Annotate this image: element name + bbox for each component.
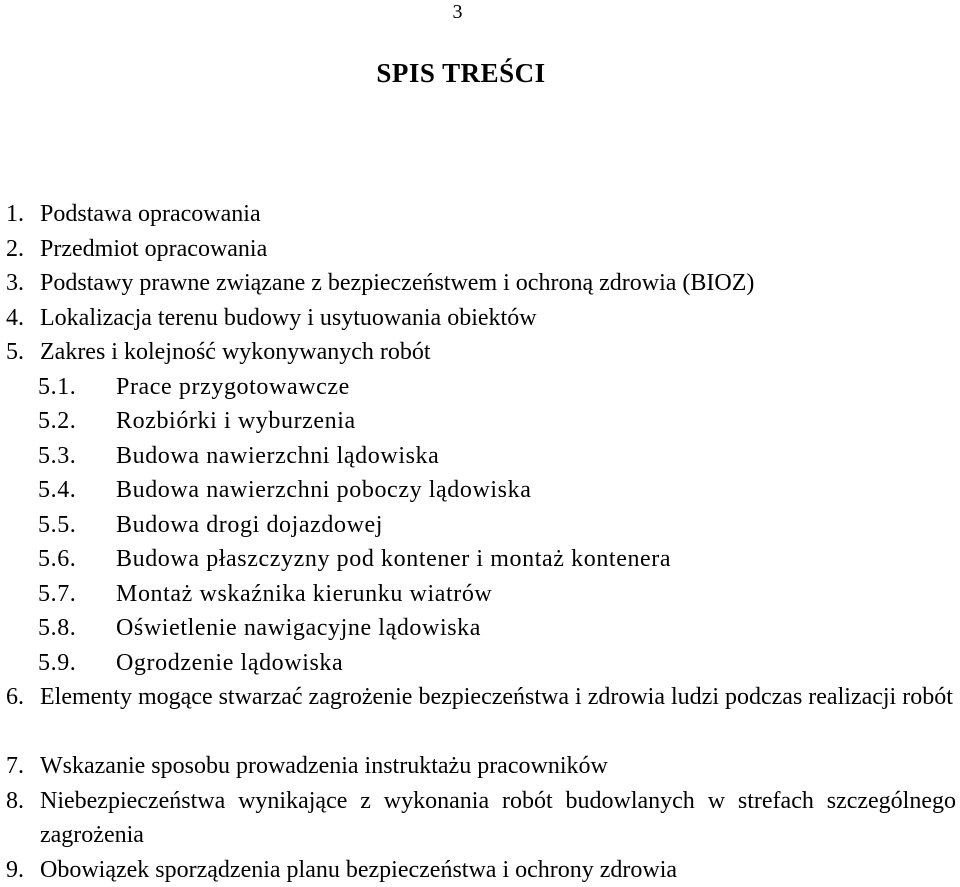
toc-item-5-9 <box>6 646 956 681</box>
toc-item-number: 7. <box>6 749 40 784</box>
table-of-contents <box>6 197 956 887</box>
toc-item-number: 5.1. <box>38 370 116 405</box>
toc-item-text: Budowa nawierzchni poboczy lądowiska <box>116 473 956 508</box>
toc-item-number: 5.3. <box>38 439 116 474</box>
toc-item-4 <box>6 301 956 336</box>
toc-item-text: Budowa nawierzchni lądowiska <box>116 439 956 474</box>
toc-item-2 <box>6 232 956 267</box>
toc-item-text: Prace przygotowawcze <box>116 370 956 405</box>
toc-item-text: Podstawa opracowania <box>40 197 956 232</box>
toc-item-text: Elementy mogące stwarzać zagrożenie bezpieczeństwa i zdrowia ludzi podczas realizacji robót <box>40 680 956 749</box>
toc-item-number: 9. <box>6 853 40 887</box>
toc-item-text: Oświetlenie nawigacyjne lądowiska <box>116 611 956 646</box>
toc-item-text: Przedmiot opracowania <box>40 232 956 267</box>
toc-item-6 <box>6 680 956 749</box>
toc-item-text: Budowa drogi dojazdowej <box>116 508 956 543</box>
toc-item-text: Lokalizacja terenu budowy i usytuowania obiektów <box>40 301 956 336</box>
toc-item-number: 5. <box>6 335 40 370</box>
toc-item-5 <box>6 335 956 370</box>
toc-item-number: 4. <box>6 301 40 336</box>
toc-item-number: 5.7. <box>38 577 116 612</box>
toc-item-number: 5.5. <box>38 508 116 543</box>
toc-item-text: Ogrodzenie lądowiska <box>116 646 956 681</box>
toc-item-text: Zakres i kolejność wykonywanych robót <box>40 335 956 370</box>
toc-item-number: 5.4. <box>38 473 116 508</box>
page-number: 3 <box>0 1 915 24</box>
toc-item-number: 5.8. <box>38 611 116 646</box>
toc-item-number: 5.9. <box>38 646 116 681</box>
toc-item-number: 6. <box>6 680 40 749</box>
toc-item-5-4 <box>6 473 956 508</box>
toc-item-1 <box>6 197 956 232</box>
toc-item-5-2 <box>6 404 956 439</box>
toc-item-5-8 <box>6 611 956 646</box>
toc-item-number: 5.2. <box>38 404 116 439</box>
toc-item-3 <box>6 266 956 301</box>
toc-item-5-5 <box>6 508 956 543</box>
toc-item-number: 8. <box>6 784 40 853</box>
toc-item-number: 2. <box>6 232 40 267</box>
toc-item-5-7 <box>6 577 956 612</box>
toc-item-5-3 <box>6 439 956 474</box>
toc-item-text: Budowa płaszczyzny pod kontener i montaż kontenera <box>116 542 956 577</box>
toc-item-text: Wskazanie sposobu prowadzenia instruktażu pracowników <box>40 749 956 784</box>
toc-item-text: Montaż wskaźnika kierunku wiatrów <box>116 577 956 612</box>
toc-item-number: 1. <box>6 197 40 232</box>
toc-item-text: Podstawy prawne związane z bezpieczeństwem i ochroną zdrowia (BIOZ) <box>40 266 956 301</box>
toc-item-text: Niebezpieczeństwa wynikające z wykonania robót budowlanych w strefach szczególnego zagrożenia <box>40 784 956 853</box>
toc-item-number: 3. <box>6 266 40 301</box>
toc-item-5-1 <box>6 370 956 405</box>
toc-item-number: 5.6. <box>38 542 116 577</box>
toc-item-text: Rozbiórki i wyburzenia <box>116 404 956 439</box>
toc-item-text: Obowiązek sporządzenia planu bezpieczeństwa i ochrony zdrowia <box>40 853 956 887</box>
toc-item-5-6 <box>6 542 956 577</box>
page-title: SPIS TREŚCI <box>0 58 922 89</box>
toc-item-7 <box>6 749 956 784</box>
toc-item-8 <box>6 784 956 853</box>
